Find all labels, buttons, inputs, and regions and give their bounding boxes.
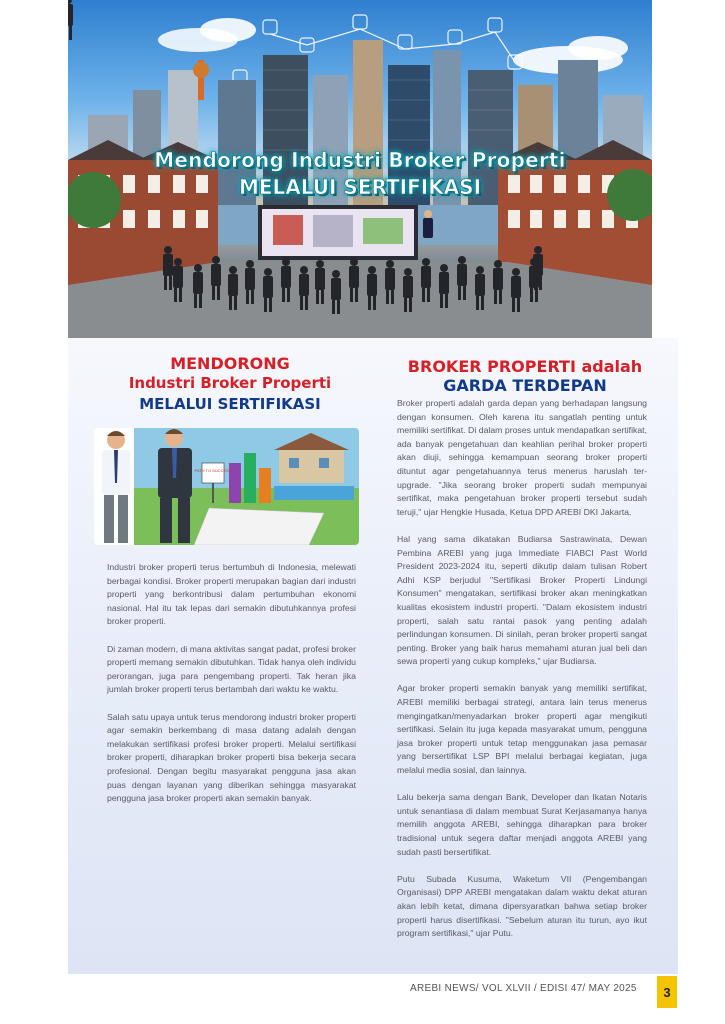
left-paragraph-3: Salah satu upaya untuk terus mendorong industri broker properti agar semakin berkembang di masa datang adalah dengan melakukan sertifikasi profesi broker properti. Melalui sertifikasi broker properti, diharapkan broker properti bisa bekerja secara profesional. Dengan begitu masyarakat pengguna jasa akan puas dengan layanan yang diberikan sehingga masyarakat pengguna jasa broker properti akan semakin banyak.: [107, 711, 356, 804]
right-paragraph-5: Putu Subada Kusuma, Waketum VII (Pengembangan Organisasi) DPP AREBI mengatakan dalam waktu dekat aturan akan lebih ketat, dimana dipersyaratkan bahwa setiap broker properti harus disertifikasi. "Sebelum aturan itu turun, ayo ikut program sertifikasi," ujar Putu.: [397, 873, 647, 939]
page-number: 3: [657, 976, 677, 1008]
left-heading-line2: Industri Broker Properti: [128, 374, 332, 392]
left-paragraph-2: Di zaman modern, di mana aktivitas sangat padat, profesi broker properti memang semakin dibutuhkan. Tidak hanya oleh individu perorangan, juga para pengembang properti. Tak heran jika jumlah broker properti terus bertambah dari waktu ke waktu.: [107, 643, 356, 695]
right-paragraph-3: Agar broker properti semakin banyak yang memiliki sertifikat, AREBI memiliki berbagai strategi, antara lain terus menerus mengingatkan/menyadarkan broker properti agar mengikuti sertifikasi. Selain itu juga kepada masyarakat umum, pengguna jasa broker properti untuk tetap menggunakan jasa pemasar yang bersertifikat LSP BPI melalui berbagai kegiatan, juga melalui media sosial, dan lainnya.: [397, 683, 647, 776]
sign-text: PATH TO SUCCESS: [194, 468, 232, 473]
right-paragraph-2: Hal yang sama dikatakan Budiarsa Sastrawinata, Dewan Pembina AREBI yang juga Immediate FIABCI Past World President 2023-2024 itu, seperti dikutip dalam tulisan Robert Adhi KSP berjudul "Sertifikasi Broker Properti Lindungi Konsumen" mengatakan, sertifikasi broker akan meningkatkan kualitas ekosistem industri properti. "Dalam ekosistem industri properti, salah satu rantai pasok yang penting adalah perlindungan konsumen. Di sinilah, peran broker properti sangat penting. Broker yang baik harus memahami aturan jual beli dan sewa properti yang cukup kompleks," ujar Budiarsa.: [397, 533, 647, 667]
right-heading-line2: GARDA TERDEPAN: [443, 376, 607, 395]
left-column-text: [107, 561, 356, 819]
hero-image: [68, 0, 652, 338]
left-heading-line1: MENDORONG: [170, 354, 290, 373]
right-column-text: [397, 397, 647, 954]
hero-title-line1: Mendorong Industri Broker Properti: [154, 148, 566, 172]
right-paragraph-1: Broker properti adalah garda depan yang berhadapan langsung dengan konsumen. Oleh karena itu sangatlah penting untuk memiliki sertifikat. Di dalam proses untuk mendapatkan sertifikat, ada banyak pengetahuan dan keahlian perihal broker properti akan diuji, sehingga kemampuan seorang broker properti dituntut agar pengetahuannya terus menerus haruslah ter-upgrade. "Jika seorang broker properti sudah mempunyai sertifikat, maka pengetahuan broker properti tersebut sudah teruji," ujar Hengkie Husada, Ketua DPD AREBI DKI Jakarta.: [397, 398, 647, 517]
left-heading-line3: MELALUI SERTIFIKASI: [139, 395, 321, 413]
right-heading-line1: BROKER PROPERTI adalah: [407, 357, 643, 376]
left-paragraph-1: Industri broker properti terus bertumbuh di Indonesia, melewati berbagai kondisi. Broker properti merupakan bagian dari industri properti yang berkontribusi dalam pertumbuhan ekonomi nasional. Hal itu tak lepas dari semakin dibutuhkannya profesi broker properti.: [107, 562, 356, 627]
footer-publication: AREBI NEWS/ VOL XLVII / EDISI 47/ MAY 2025: [410, 983, 637, 994]
right-paragraph-4: Lalu bekerja sama dengan Bank, Developer dan Ikatan Notaris untuk senantiasa di dalam membuat Surat Kerjasamanya hanya memilih anggota AREBI, sehingga diharapkan para broker tradisional untuk segera daftar menjadi anggota AREBI yang sudah pasti bersertifikat.: [397, 792, 647, 857]
brokers-illustration: [94, 428, 359, 545]
hero-title-line2: MELALUI SERTIFIKASI: [238, 175, 482, 199]
